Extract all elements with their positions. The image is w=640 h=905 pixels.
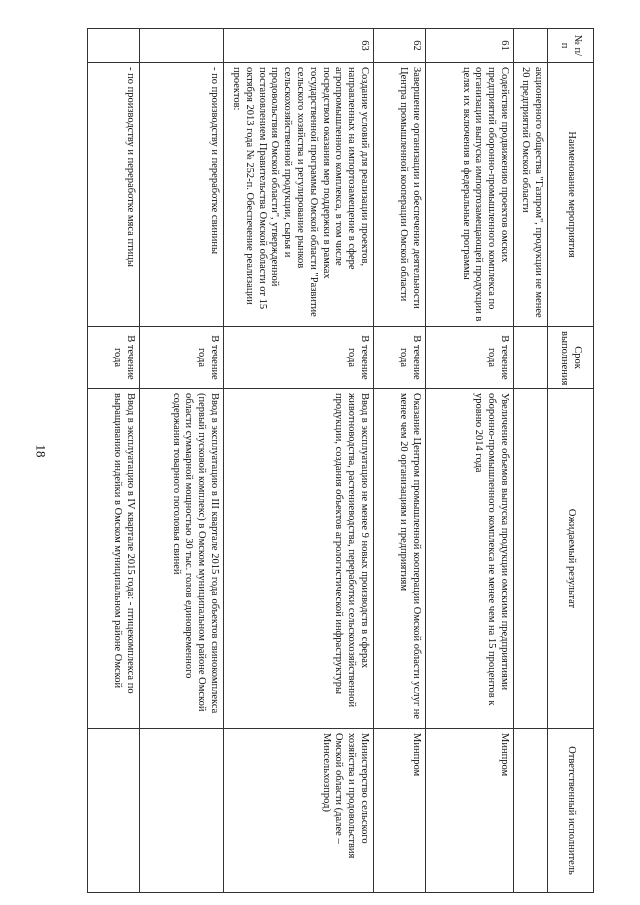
row-event: Завершение организации и обеспечение деятельности Центра промышленной кооперации Омской области <box>374 63 426 327</box>
row-result: Ввод в эксплуатацию не менее 9 новых производств в сферах животноводства, растениеводства, переработки сельскохозяйственной продукции, создания объектов агрологистической инфраструктуры <box>224 389 374 729</box>
row-event: - по производству и переработке свинины <box>140 63 224 327</box>
row-executor <box>514 729 548 893</box>
row-result: Увеличение объемов выпуска продукции омскими предприятиями оборонно-промышленного комплекса не менее чем на 15 процентов к уровню 2014 года <box>426 389 514 729</box>
header-result: Ожидаемый результат <box>548 389 594 729</box>
table-row <box>426 29 514 893</box>
row-term: В течение года <box>374 327 426 389</box>
row-executor: Минпром <box>374 729 426 893</box>
row-result: Ввод в эксплуатацию в IV квартале 2015 года: - птицекомплекса по выращиванию индейки в Омском муниципальном районе Омской <box>88 389 140 729</box>
table-row <box>140 29 224 893</box>
row-term: В течение года <box>224 327 374 389</box>
table-header-row <box>548 29 594 893</box>
row-term: В течение года <box>426 327 514 389</box>
row-term <box>514 327 548 389</box>
row-result: Оказание Центром промышленной кооперации Омской области услуг не менее чем 20 организациям и предприятиям <box>374 389 426 729</box>
row-num <box>514 29 548 63</box>
row-term: В течение года <box>140 327 224 389</box>
table-row <box>374 29 426 893</box>
row-executor: Министерство сельского хозяйства и продовольствия Омской области (далее – Минсельхозпрод) <box>224 729 374 893</box>
row-event: Содействие продвижению проектов омских предприятий оборонно-промышленного комплекса по организации выпуска импортозамещающей продукции в целях их включения в федеральные программы <box>426 63 514 327</box>
rotated-page <box>88 28 594 892</box>
row-num: 63 <box>224 29 374 63</box>
header-num: № п/п <box>548 29 594 63</box>
row-num <box>88 29 140 63</box>
row-result <box>514 389 548 729</box>
header-event: Наименование мероприятия <box>548 63 594 327</box>
header-term: Срок выполнения <box>548 327 594 389</box>
row-num <box>140 29 224 63</box>
events-table <box>87 28 594 893</box>
page-number: 18 <box>33 444 48 458</box>
row-result: Ввод в эксплуатацию в III квартале 2015 года объектов свинокомплекса (первый пусковой комплекс) в Омском муниципальном районе Омской области суммарной мощностью 30 тыс. голов единовременного содержания товарного поголовья свиней <box>140 389 224 729</box>
row-num: 61 <box>426 29 514 63</box>
row-event: акционерного общества "Газпром", продукции не менее 20 предприятий Омской области <box>514 63 548 327</box>
table-row <box>224 29 374 893</box>
row-executor <box>88 729 140 893</box>
row-event: - по производству и переработке мяса птицы <box>88 63 140 327</box>
row-executor <box>140 729 224 893</box>
row-term: В течение года <box>88 327 140 389</box>
row-num: 62 <box>374 29 426 63</box>
header-executor: Ответственный исполнитель <box>548 729 594 893</box>
row-event: Создание условий для реализации проектов, направленных на импортозамещение в сфере агропромышленного комплекса, в том числе посредством оказания мер поддержки в рамках государственной программы Омской области "Развитие сельского хозяйства и регулирование рынков сельскохозяйственной продукции, сырья и продовольствия Омской области", утвержденной постановлением Правительства Омской области от 15 октября 2013 года № 252-п. Обеспечение реализации проектов: <box>224 63 374 327</box>
table-row <box>88 29 140 893</box>
row-executor: Минпром <box>426 729 514 893</box>
table-row <box>514 29 548 893</box>
